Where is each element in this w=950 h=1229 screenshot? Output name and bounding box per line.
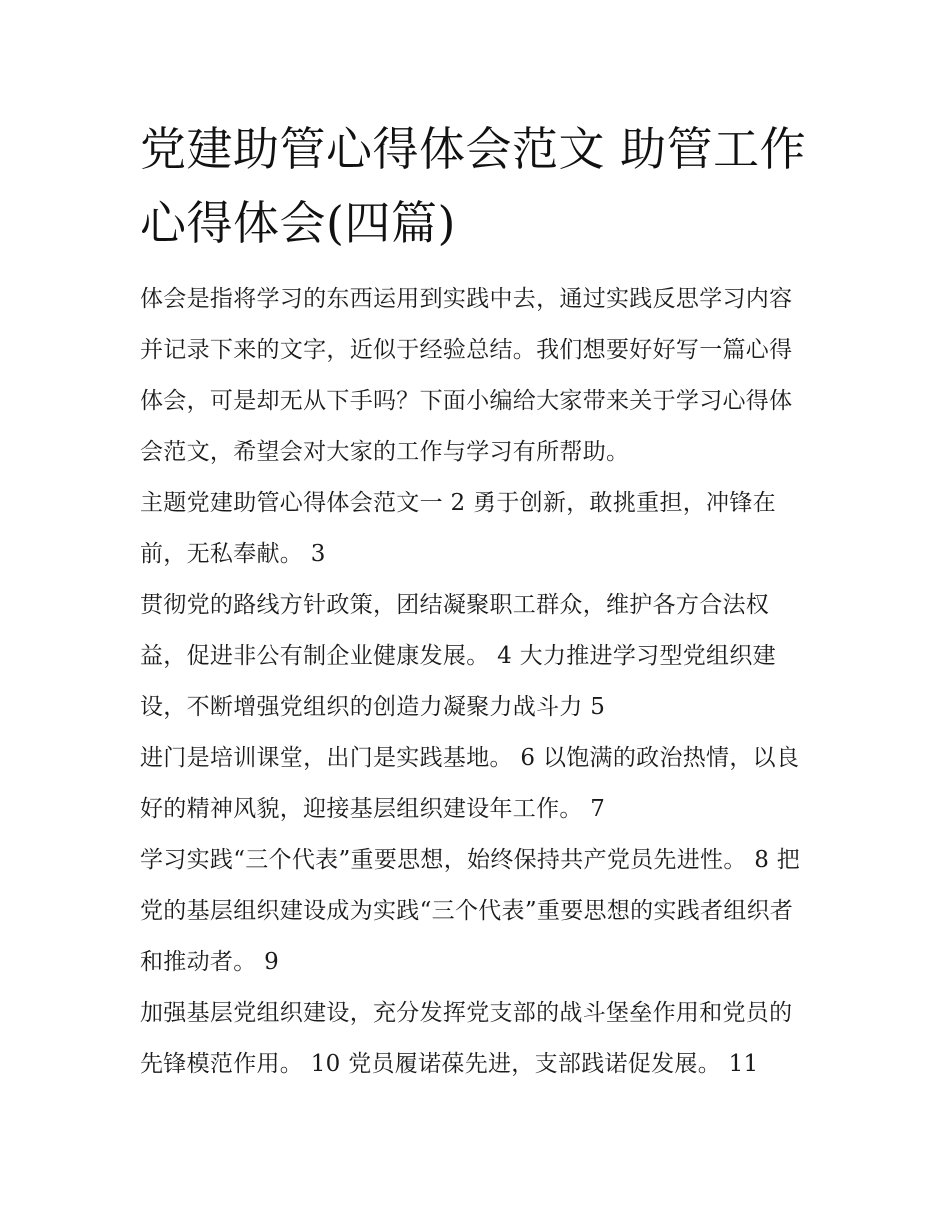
document-page — [140, 112, 812, 1090]
paragraph-3: 进门是培训课堂，出门是实践基地。 6 以饱满的政治热情，以良好的精神风貌，迎接基层组织建设年工作。 7 — [140, 745, 800, 822]
document-title: 党建助管心得体会范文 助管工作心得体会(四篇) — [140, 122, 807, 250]
paragraph-5: 加强基层党组织建设，充分发挥党支部的战斗堡垒作用和党员的先锋模范作用。 10 党员履诺葆先进，支部践诺促发展。 11 — [140, 1000, 793, 1077]
paragraph-intro: 体会是指将学习的东西运用到实践中去，通过实践反思学习内容并记录下来的文字，近似于经验总结。我们想要好好写一篇心得体会，可是却无从下手吗？下面小编给大家带来关于学习心得体会范文，希望会对大家的工作与学习有所帮助。 — [140, 286, 793, 465]
paragraph-2: 贯彻党的路线方针政策，团结凝聚职工群众，维护各方合法权益，促进非公有制企业健康发展。 4 大力推进学习型党组织建设，不断增强党组织的创造力凝聚力战斗力 5 — [140, 592, 776, 720]
paragraph-4: 学习实践“三个代表”重要思想，始终保持共产党员先进性。 8 把党的基层组织建设成为实践“三个代表”重要思想的实践者组织者和推动者。 9 — [140, 847, 801, 975]
paragraph-1: 主题党建助管心得体会范文一 2 勇于创新，敢挑重担，冲锋在前，无私奉献。 3 — [140, 490, 776, 567]
